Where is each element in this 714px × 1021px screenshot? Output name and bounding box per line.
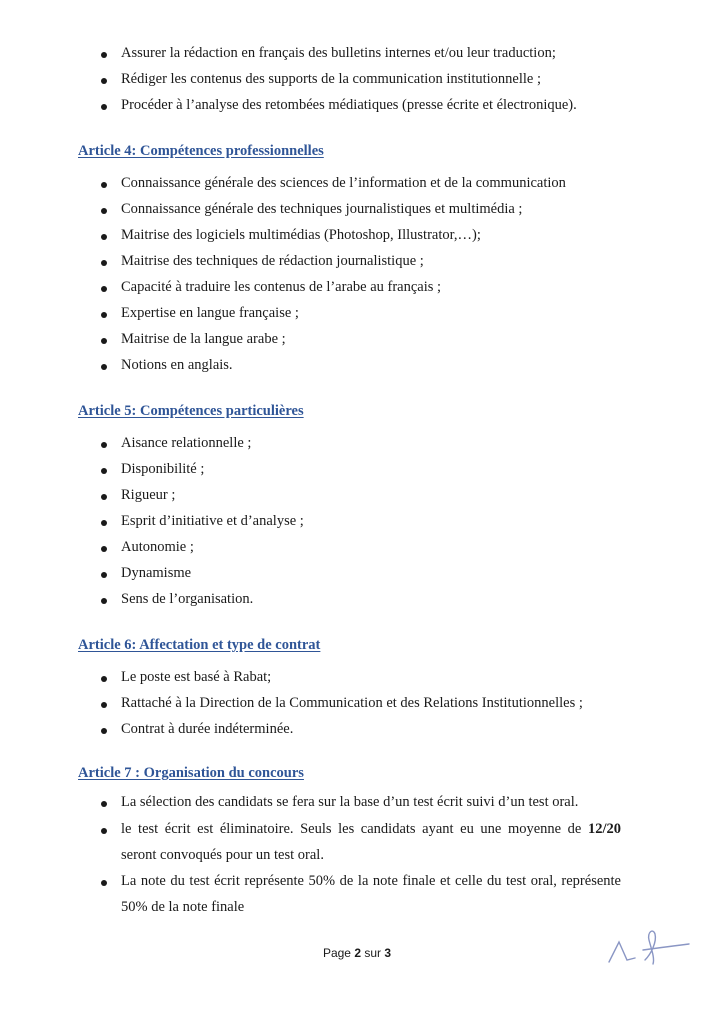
article-5-heading: Article 5: Compétences particulières	[78, 403, 304, 419]
article-6-heading: Article 6: Affectation et type de contrat	[78, 637, 321, 653]
bullet-icon	[101, 52, 107, 58]
bullet-icon	[101, 182, 107, 188]
list-item-text: Maitrise des techniques de rédaction journalistique ;	[121, 253, 424, 269]
list-item-text: Sens de l’organisation.	[121, 591, 254, 607]
total-pages: 3	[384, 946, 392, 960]
of-label: sur	[364, 946, 382, 960]
list-item-text: Maitrise des logiciels multimédias (Photoshop, Illustrator,…);	[121, 227, 481, 243]
list-item-text	[121, 816, 621, 868]
list-item-text: Assurer la rédaction en français des bulletins internes et/ou leur traduction;	[121, 45, 556, 61]
list-item-text: Rigueur ;	[121, 487, 176, 503]
list-item-text: Procéder à l’analyse des retombées médiatiques (presse écrite et électronique).	[121, 97, 577, 113]
list-item-text: Connaissance générale des techniques journalistiques et multimédia ;	[121, 201, 523, 217]
list-item-text: La note du test écrit représente 50% de la note finale et celle du test oral, représente 50% de la note finale	[121, 873, 621, 915]
article-4-heading: Article 4: Compétences professionnelles	[78, 143, 324, 159]
list-item-text-part: seront convoqués pour un test oral.	[121, 847, 324, 863]
bullet-icon	[101, 208, 107, 214]
list-item-text: Expertise en langue française ;	[121, 305, 299, 321]
list-item-text: Dynamisme	[121, 565, 192, 581]
bullet-icon	[101, 801, 107, 807]
bullet-icon	[101, 286, 107, 292]
bullet-icon	[101, 494, 107, 500]
bullet-icon	[101, 702, 107, 708]
bullet-icon	[101, 312, 107, 318]
list-item-text: Maitrise de la langue arabe ;	[121, 331, 286, 347]
minimum-score: 12/20	[587, 821, 621, 837]
bullet-icon	[101, 520, 107, 526]
list-item-text: Esprit d’initiative et d’analyse ;	[121, 513, 304, 529]
bullet-icon	[101, 364, 107, 370]
list-item-text: Rattaché à la Direction de la Communication et des Relations Institutionnelles ;	[121, 695, 583, 711]
bullet-icon	[101, 546, 107, 552]
bullet-icon	[101, 78, 107, 84]
signature-icon	[605, 924, 695, 969]
page-number: 2	[354, 946, 361, 960]
article-7-heading: Article 7 : Organisation du concours	[78, 765, 304, 781]
bullet-icon	[101, 728, 107, 734]
bullet-icon	[101, 828, 107, 834]
bullet-icon	[101, 104, 107, 110]
bullet-icon	[101, 442, 107, 448]
bullet-icon	[101, 598, 107, 604]
list-item-text: La sélection des candidats se fera sur la base d’un test écrit suivi d’un test oral.	[121, 794, 579, 810]
list-item-text: Contrat à durée indéterminée.	[121, 721, 294, 737]
list-item-text-part: le test écrit est éliminatoire. Seuls les candidats ayant eu une moyenne de	[121, 821, 588, 837]
list-item-text: Connaissance générale des sciences de l’information et de la communication	[121, 175, 566, 191]
list-item-text: Autonomie ;	[121, 539, 194, 555]
bullet-icon	[101, 338, 107, 344]
page-label: Page	[322, 946, 351, 960]
list-item-text: Rédiger les contenus des supports de la communication institutionnelle ;	[121, 71, 542, 87]
bullet-icon	[101, 572, 107, 578]
bullet-icon	[101, 234, 107, 240]
bullet-icon	[101, 880, 107, 886]
bullet-icon	[101, 260, 107, 266]
bullet-icon	[101, 676, 107, 682]
list-item-text: Notions en anglais.	[121, 357, 233, 373]
list-item-text: Aisance relationnelle ;	[121, 435, 252, 451]
list-item-text: Disponibilité ;	[121, 461, 205, 477]
list-item-text: Capacité à traduire les contenus de l’arabe au français ;	[121, 279, 442, 295]
bullet-icon	[101, 468, 107, 474]
list-item-text: Le poste est basé à Rabat;	[121, 669, 272, 685]
